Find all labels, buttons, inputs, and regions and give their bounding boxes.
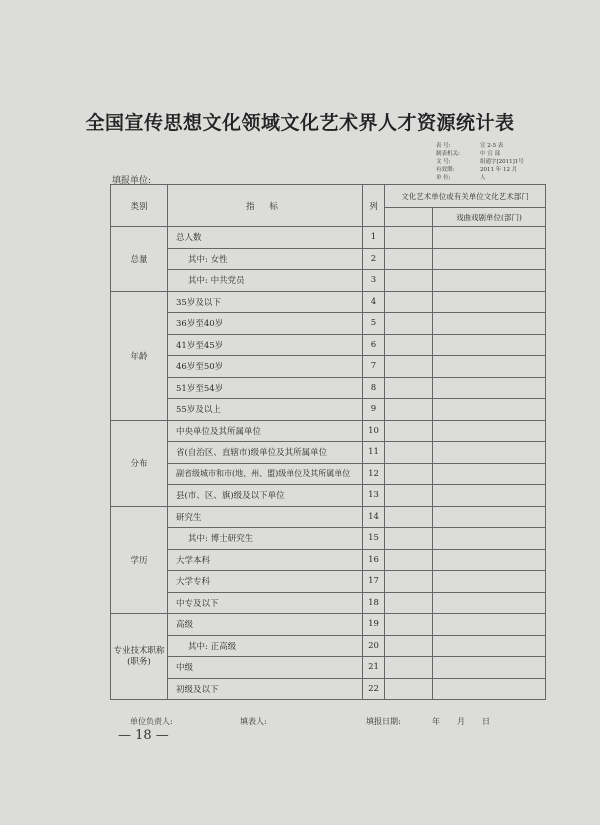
entry-cell[interactable]	[385, 356, 433, 378]
statistics-table	[110, 184, 546, 700]
entry-cell[interactable]	[433, 420, 546, 442]
footer-month: 月	[457, 717, 465, 726]
entry-cell[interactable]	[433, 635, 546, 657]
footer-filler: 填表人:	[240, 717, 267, 726]
indicator-cell: 县(市、区、旗)级及以下单位	[168, 485, 363, 507]
indicator-cell: 36岁至40岁	[168, 313, 363, 335]
table-row	[111, 313, 546, 335]
table-row	[111, 420, 546, 442]
entry-cell[interactable]	[433, 571, 546, 593]
row-number-cell: 11	[363, 442, 385, 464]
indicator-cell: 46岁至50岁	[168, 356, 363, 378]
indicator-cell: 41岁至45岁	[168, 334, 363, 356]
meta-value: 宣 2-5 表	[480, 143, 504, 149]
row-number-cell: 18	[363, 592, 385, 614]
header-blank-cell	[385, 208, 433, 227]
meta-key: 制表机关:	[436, 151, 460, 157]
indicator-cell: 副省级城市和市(地、州、盟)级单位及其所属单位	[168, 463, 363, 485]
indicator-cell: 省(自治区、直辖市)级单位及其所属单位	[168, 442, 363, 464]
entry-cell[interactable]	[385, 549, 433, 571]
row-number-cell: 2	[363, 248, 385, 270]
entry-cell[interactable]	[385, 635, 433, 657]
table-row	[111, 442, 546, 464]
row-number-cell: 22	[363, 678, 385, 700]
row-number-cell: 10	[363, 420, 385, 442]
meta-key: 有效期:	[436, 167, 455, 173]
row-number-cell: 13	[363, 485, 385, 507]
header-column: 列	[363, 185, 385, 227]
indicator-cell: 51岁至54岁	[168, 377, 363, 399]
indicator-cell: 大学本科	[168, 549, 363, 571]
indicator-cell: 中级	[168, 657, 363, 679]
entry-cell[interactable]	[385, 227, 433, 249]
indicator-cell: 其中: 中共党员	[168, 270, 363, 292]
table-row	[111, 506, 546, 528]
table-row	[111, 614, 546, 636]
entry-cell[interactable]	[433, 614, 546, 636]
entry-cell[interactable]	[433, 399, 546, 421]
meta-value: 2011 年 12 月	[480, 167, 518, 173]
category-cell: 专业技术职称(职务)	[111, 614, 168, 700]
row-number-cell: 9	[363, 399, 385, 421]
row-number-cell: 19	[363, 614, 385, 636]
row-number-cell: 8	[363, 377, 385, 399]
entry-cell[interactable]	[385, 420, 433, 442]
entry-cell[interactable]	[385, 485, 433, 507]
entry-cell[interactable]	[385, 377, 433, 399]
entry-cell[interactable]	[433, 463, 546, 485]
footer-year: 年	[432, 717, 440, 726]
entry-cell[interactable]	[433, 377, 546, 399]
row-number-cell: 16	[363, 549, 385, 571]
entry-cell[interactable]	[385, 270, 433, 292]
table-row	[111, 463, 546, 485]
fill-unit-label: 填报单位:	[112, 176, 152, 186]
row-number-cell: 3	[363, 270, 385, 292]
table-row	[111, 399, 546, 421]
footer-date: 填报日期:	[366, 717, 401, 726]
row-number-cell: 12	[363, 463, 385, 485]
indicator-cell: 其中: 博士研究生	[168, 528, 363, 550]
entry-cell[interactable]	[433, 270, 546, 292]
category-cell: 学历	[111, 506, 168, 614]
entry-cell[interactable]	[433, 313, 546, 335]
entry-cell[interactable]	[433, 291, 546, 313]
entry-cell[interactable]	[385, 592, 433, 614]
table-row	[111, 248, 546, 270]
meta-key: 表 号:	[436, 143, 451, 149]
entry-cell[interactable]	[385, 614, 433, 636]
meta-row	[436, 150, 581, 158]
table-row	[111, 485, 546, 507]
indicator-cell: 中央单位及其所属单位	[168, 420, 363, 442]
indicator-cell: 其中: 正高级	[168, 635, 363, 657]
table-row	[111, 356, 546, 378]
entry-cell[interactable]	[433, 657, 546, 679]
entry-cell[interactable]	[385, 678, 433, 700]
table-row	[111, 528, 546, 550]
header-sub-group: 戏曲戏剧单位(部门)	[433, 208, 546, 227]
entry-cell[interactable]	[433, 356, 546, 378]
page-number: — 18 —	[118, 728, 169, 743]
entry-cell[interactable]	[433, 248, 546, 270]
meta-value: 组通字[2011]1号	[480, 159, 524, 165]
entry-cell[interactable]	[433, 549, 546, 571]
meta-row	[436, 166, 581, 174]
meta-row	[436, 158, 581, 166]
row-number-cell: 15	[363, 528, 385, 550]
row-number-cell: 14	[363, 506, 385, 528]
entry-cell[interactable]	[385, 463, 433, 485]
entry-cell[interactable]	[385, 399, 433, 421]
entry-cell[interactable]	[385, 528, 433, 550]
indicator-cell: 55岁及以上	[168, 399, 363, 421]
meta-value: 中 宣 部	[480, 151, 500, 157]
row-number-cell: 20	[363, 635, 385, 657]
entry-cell[interactable]	[385, 291, 433, 313]
indicator-cell: 其中: 女性	[168, 248, 363, 270]
table-row	[111, 549, 546, 571]
entry-cell[interactable]	[433, 334, 546, 356]
document-title: 全国宣传思想文化领域文化艺术界人才资源统计表	[85, 112, 515, 134]
indicator-cell: 大学专科	[168, 571, 363, 593]
footer-day: 日	[482, 717, 490, 726]
indicator-cell: 高级	[168, 614, 363, 636]
indicator-cell: 初级及以下	[168, 678, 363, 700]
entry-cell[interactable]	[385, 657, 433, 679]
footer-unit-head: 单位负责人:	[130, 717, 173, 726]
header-category: 类别	[111, 185, 168, 227]
header-indicator: 指 标	[168, 185, 363, 227]
entry-cell[interactable]	[385, 313, 433, 335]
entry-cell[interactable]	[433, 678, 546, 700]
row-number-cell: 21	[363, 657, 385, 679]
entry-cell[interactable]	[433, 506, 546, 528]
entry-cell[interactable]	[433, 227, 546, 249]
row-number-cell: 17	[363, 571, 385, 593]
indicator-cell: 中专及以下	[168, 592, 363, 614]
table-row	[111, 227, 546, 249]
table-row	[111, 270, 546, 292]
entry-cell[interactable]	[385, 334, 433, 356]
row-number-cell: 1	[363, 227, 385, 249]
table-row	[111, 291, 546, 313]
table-row	[111, 592, 546, 614]
indicator-cell: 研究生	[168, 506, 363, 528]
entry-cell[interactable]	[385, 571, 433, 593]
meta-row	[436, 142, 581, 150]
meta-value: 人	[480, 175, 486, 181]
entry-cell[interactable]	[433, 592, 546, 614]
header-top-group: 文化艺术单位或有关单位文化艺术部门	[385, 185, 546, 208]
indicator-cell: 总人数	[168, 227, 363, 249]
table-row	[111, 678, 546, 700]
table-row	[111, 635, 546, 657]
table-row	[111, 657, 546, 679]
table-row	[111, 571, 546, 593]
category-cell: 年龄	[111, 291, 168, 420]
table-row	[111, 377, 546, 399]
table-row	[111, 334, 546, 356]
entry-cell[interactable]	[433, 485, 546, 507]
entry-cell[interactable]	[385, 248, 433, 270]
form-metadata	[436, 142, 581, 182]
entry-cell[interactable]	[385, 442, 433, 464]
category-cell: 总量	[111, 227, 168, 292]
row-number-cell: 5	[363, 313, 385, 335]
meta-key: 文 号:	[436, 159, 451, 165]
row-number-cell: 4	[363, 291, 385, 313]
category-cell: 分布	[111, 420, 168, 506]
entry-cell[interactable]	[385, 506, 433, 528]
meta-row	[436, 174, 581, 182]
entry-cell[interactable]	[433, 528, 546, 550]
row-number-cell: 7	[363, 356, 385, 378]
meta-key: 单 位:	[436, 175, 451, 181]
row-number-cell: 6	[363, 334, 385, 356]
indicator-cell: 35岁及以下	[168, 291, 363, 313]
entry-cell[interactable]	[433, 442, 546, 464]
